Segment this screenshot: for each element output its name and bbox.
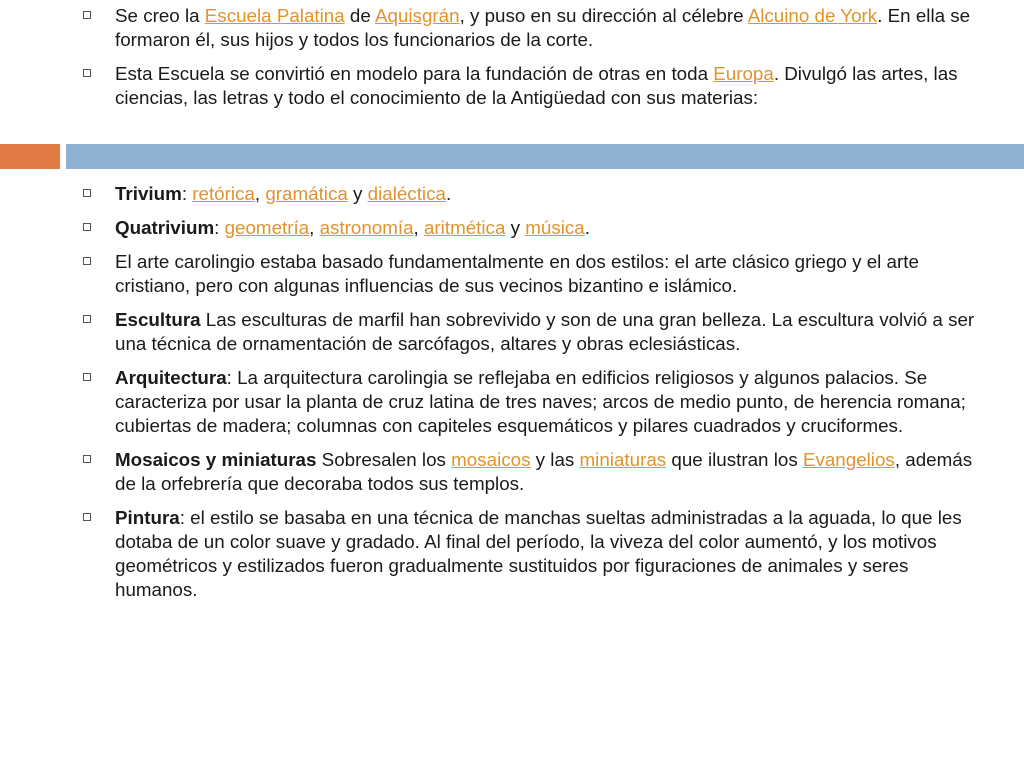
bullet-mosaicos <box>80 448 980 496</box>
text: : La arquitectura carolingia se reflejaba en edificios religiosos y algunos palacios. Se caracteriza por usar la planta de cruz latina de tres naves; arcos de medio punto, de herencia romana; cubiertas de madera; columnas con capiteles esquemáticos y pilares cuadrados y cruciformes. <box>115 367 966 436</box>
text: . En ella se formaron él, sus hijos y todos los funcionarios de la corte. <box>115 5 971 50</box>
text: : <box>181 183 193 204</box>
link-astronomia[interactable]: astronomía <box>319 217 414 238</box>
square-bullet-icon <box>83 69 91 77</box>
bullet-esta-escuela <box>80 62 980 110</box>
link-europa[interactable]: Europa <box>713 63 774 84</box>
link-aquisgran[interactable]: Aquisgrán <box>374 5 460 26</box>
text: , y puso en su dirección al célebre <box>459 5 748 26</box>
link-retorica[interactable]: retórica <box>192 183 255 204</box>
link-dialectica[interactable]: dialéctica <box>367 183 446 204</box>
text: . <box>584 217 590 238</box>
square-bullet-icon <box>83 373 91 381</box>
text: y las <box>530 449 580 470</box>
square-bullet-icon <box>83 189 91 197</box>
top-bullet-list <box>80 4 980 120</box>
bullet-pintura <box>80 506 980 602</box>
heading-pintura: Pintura <box>115 507 180 528</box>
link-gramatica[interactable]: gramática <box>265 183 348 204</box>
bullet-quatrivium <box>80 216 980 240</box>
text: y <box>347 183 368 204</box>
link-aritmetica[interactable]: aritmética <box>423 217 506 238</box>
bullet-arquitectura <box>80 366 980 438</box>
text: , <box>254 183 266 204</box>
link-mosaicos[interactable]: mosaicos <box>451 449 531 470</box>
text: Se creo la <box>115 5 205 26</box>
text: , además de la orfebrería que decoraba todos sus templos. <box>115 449 973 494</box>
square-bullet-icon <box>83 257 91 265</box>
main-bullet-list <box>80 182 980 612</box>
text: . Divulgó las artes, las ciencias, las letras y todo el conocimiento de la Antigüedad con sus materias: <box>115 63 958 108</box>
square-bullet-icon <box>83 315 91 323</box>
heading-mosaicos: Mosaicos y miniaturas <box>115 449 317 470</box>
link-geometria[interactable]: geometría <box>224 217 310 238</box>
heading-escultura: Escultura <box>115 309 201 330</box>
text: Esta Escuela se convirtió en modelo para la fundación de otras en toda <box>115 63 714 84</box>
text: Sobresalen los <box>316 449 452 470</box>
text: y <box>505 217 526 238</box>
square-bullet-icon <box>83 11 91 19</box>
square-bullet-icon <box>83 513 91 521</box>
link-alcuino-de-york[interactable]: Alcuino de York <box>747 5 878 26</box>
text: que ilustran los <box>666 449 803 470</box>
text: . <box>445 183 452 204</box>
square-bullet-icon <box>83 223 91 231</box>
bullet-escuela-palatina <box>80 4 980 52</box>
divider-title-bar <box>66 144 1024 169</box>
heading-arquitectura: Arquitectura <box>115 367 227 388</box>
text: , <box>309 217 320 238</box>
text: Las esculturas de marfil han sobrevivido y son de una gran belleza. La escultura volvió a ser una técnica de ornamentación de sarcófagos, altares y obras eclesiásticas. <box>115 309 975 354</box>
square-bullet-icon <box>83 455 91 463</box>
link-miniaturas[interactable]: miniaturas <box>579 449 667 470</box>
text: : el estilo se basaba en una técnica de manchas sueltas administradas a la aguada, lo que les dotaba de un color suave y gradado. Al final del período, la viveza del color aumentó, y los motivos geométricos y estilizados fueron gradualmente sustituidos por figuraciones de animales y seres humanos. <box>115 507 962 600</box>
bullet-arte-carolingio <box>80 250 980 298</box>
text: , <box>413 217 424 238</box>
text: El arte carolingio estaba basado fundamentalmente en dos estilos: el arte clásico griego y el arte cristiano, pero con algunas influencias de sus vecinos bizantino e islámico. <box>115 251 919 296</box>
bullet-escultura <box>80 308 980 356</box>
heading-quatrivium: Quatrivium <box>115 217 215 238</box>
link-escuela-palatina[interactable]: Escuela Palatina <box>204 5 345 26</box>
text: de <box>344 5 375 26</box>
text: : <box>214 217 225 238</box>
divider-accent-bar <box>0 144 60 169</box>
bullet-trivium <box>80 182 980 206</box>
link-musica[interactable]: música <box>525 217 585 238</box>
link-evangelios[interactable]: Evangelios <box>802 449 895 470</box>
heading-trivium: Trivium <box>115 183 182 204</box>
